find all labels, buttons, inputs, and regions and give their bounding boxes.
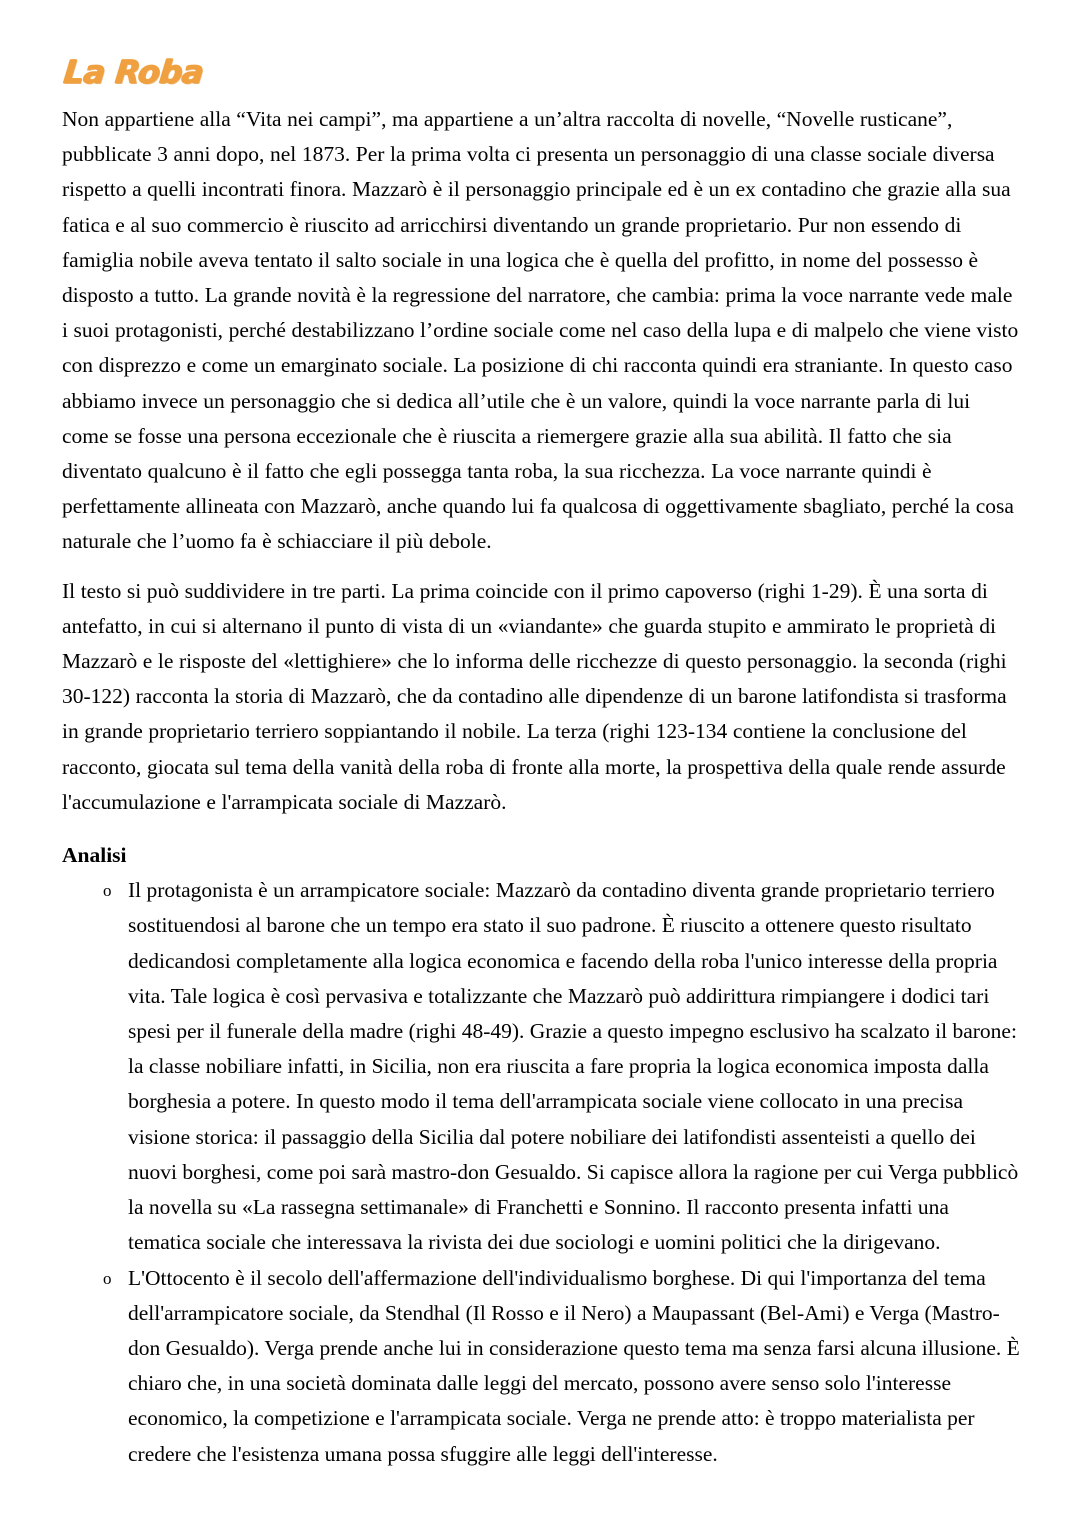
bullet-circle-icon: o bbox=[103, 881, 112, 901]
analysis-bullet-list bbox=[62, 873, 1022, 1471]
page-title: La Roba bbox=[62, 53, 206, 91]
bullet-circle-icon: o bbox=[103, 1268, 112, 1288]
list-item bbox=[62, 873, 1022, 1260]
paragraph-structure: Il testo si può suddividere in tre parti. La prima coincide con il primo capoverso (righi 1-29). È una sorta di antefatto, in cui si alternano il punto di vista di un «viandante» che guarda stupito e ammirato le proprietà di Mazzarò e le risposte del «lettighiere» che lo informa delle ricchezze di questo personaggio. la seconda (righi 30-122) racconta la storia di Mazzarò, che da contadino alle dipendenze di un barone latifondista si trasforma in grande proprietario terriero soppiantando il nobile. La terza (righi 123-134 contiene la conclusione del racconto, giocata sul tema della vanità della roba di fronte alla morte, la prospettiva della quale rende assurde l'accumulazione e l'arrampicata sociale di Mazzarò. bbox=[62, 578, 1007, 814]
list-item-text: Il protagonista è un arrampicatore sociale: Mazzarò da contadino diventa grande proprietario terriero sostituendosi al barone che un tempo era stato il suo padrone. È riuscito a ottenere questo risultato dedicandosi completamente alla logica economica e facendo della roba l'unico interesse della propria vita. Tale logica è così pervasiva e totalizzante che Mazzarò può addirittura rimpiangere i dodici tari spesi per il funerale della madre (righi 48-49). Grazie a questo impegno esclusivo ha scalzato il barone: la classe nobiliare infatti, in Sicilia, non era riuscita a fare propria la logica economica imposta dalla borghesia a potere. In questo modo il tema dell'arrampicata sociale viene collocato in una precisa visione storica: il passaggio della Sicilia dal potere nobiliare dei latifondisti assenteisti a quello dei nuovi borghesi, come poi sarà mastro-don Gesualdo. Si capisce allora la ragione per cui Verga pubblicò la novella su «La rassegna settimanale» di Franchetti e Sonnino. Il racconto presenta infatti una tematica sociale che interessava la rivista dei due sociologi e uomini politici che la dirigevano. bbox=[128, 878, 1019, 1255]
document-content bbox=[62, 53, 1022, 1472]
list-item bbox=[62, 1261, 1022, 1472]
paragraph-intro: Non appartiene alla “Vita nei campi”, ma appartiene a un’altra raccolta di novelle, “Novelle rusticane”, pubblicate 3 anni dopo, nel 1873. Per la prima volta ci presenta un personaggio di una classe sociale diversa rispetto a quelli incontrati finora. Mazzarò è il personaggio principale ed è un ex contadino che grazie alla sua fatica e al suo commercio è riuscito ad arricchirsi diventando un grande proprietario. Pur non essendo di famiglia nobile aveva tentato il salto sociale in una logica che è quella del profitto, in nome del possesso è disposto a tutto. La grande novità è la regressione del narratore, che cambia: prima la voce narrante vede male i suoi protagonisti, perché destabilizzano l’ordine sociale come nel caso della lupa e di malpelo che viene visto con disprezzo e come un emarginato sociale. La posizione di chi racconta quindi era straniante. In questo caso abbiamo invece un personaggio che si dedica all’utile che è un valore, quindi la voce narrante parla di lui come se fosse una persona eccezionale che è riuscita a riemergere grazie alla sua abilità. Il fatto che sia diventato qualcuno è il fatto che egli possegga tanta roba, la sua ricchezza. La voce narrante quindi è perfettamente allineata con Mazzarò, anche quando lui fa qualcosa di oggettivamente sbagliato, perché la cosa naturale che l’uomo fa è schiacciare il più debole. bbox=[62, 107, 1019, 554]
section-heading-analisi: Analisi bbox=[62, 843, 127, 868]
list-item-text: L'Ottocento è il secolo dell'affermazione dell'individualismo borghese. Di qui l'importanza del tema dell'arrampicatore sociale, da Stendhal (Il Rosso e il Nero) a Maupassant (Bel-Ami) e Verga (Mastro-don Gesualdo). Verga prende anche lui in considerazione questo tema ma senza farsi alcuna illusione. È chiaro che, in una società dominata dalle leggi del mercato, possono avere senso solo l'interesse economico, la competizione e l'arrampicata sociale. Verga ne prende atto: è troppo materialista per credere che l'esistenza umana possa sfuggire alle leggi dell'interesse. bbox=[128, 1265, 1020, 1466]
